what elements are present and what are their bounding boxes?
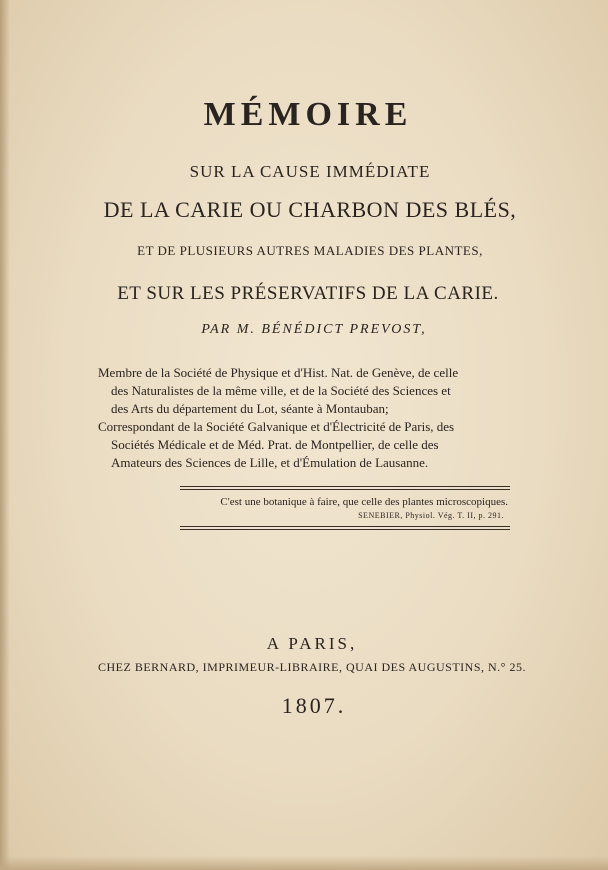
affiliation-line: Correspondant de la Société Galvanique et d'Électricité de Paris, des — [98, 419, 455, 434]
page-title: MÉMOIRE — [203, 96, 413, 133]
divider-bottom-double — [180, 529, 510, 530]
divider-top-double — [180, 489, 510, 490]
imprint-city: A PARIS, — [266, 634, 358, 653]
epigraph-source: SENEBIER, Physiol. Vég. T. II, p. 291. — [358, 511, 504, 520]
affiliation-line: des Arts du département du Lot, séante à Montauban; — [111, 401, 389, 416]
divider-top — [180, 486, 510, 487]
imprint-printer: CHEZ BERNARD, IMPRIMEUR-LIBRAIRE, QUAI DES AUGUSTINS, N.° 25. — [98, 660, 526, 674]
affiliations-block — [98, 364, 523, 472]
subtitle-line-2: DE LA CARIE OU CHARBON DES BLÉS, — [103, 197, 517, 222]
divider-bottom — [180, 526, 510, 527]
affiliation-line: Amateurs des Sciences de Lille, et d'Émulation de Lausanne. — [111, 455, 429, 470]
author-line: PAR M. BÉNÉDICT PREVOST, — [201, 322, 427, 337]
page-edge-shadow-bottom — [0, 856, 608, 870]
subtitle-line-4: ET SUR LES PRÉSERVATIFS DE LA CARIE. — [117, 283, 499, 304]
subtitle-line-1: SUR LA CAUSE IMMÉDIATE — [189, 162, 431, 181]
imprint-year: 1807. — [281, 693, 347, 718]
subtitle-line-3: ET DE PLUSIEURS AUTRES MALADIES DES PLANTES, — [137, 243, 483, 258]
affiliation-line: Membre de la Société de Physique et d'Hist. Nat. de Genève, de celle — [98, 365, 459, 380]
affiliation-line: Sociétés Médicale et de Méd. Prat. de Montpellier, de celle des — [111, 437, 439, 452]
epigraph: C'est une botanique à faire, que celle des plantes microscopiques. — [220, 496, 508, 508]
affiliation-line: des Naturalistes de la même ville, et de la Société des Sciences et — [111, 383, 451, 398]
